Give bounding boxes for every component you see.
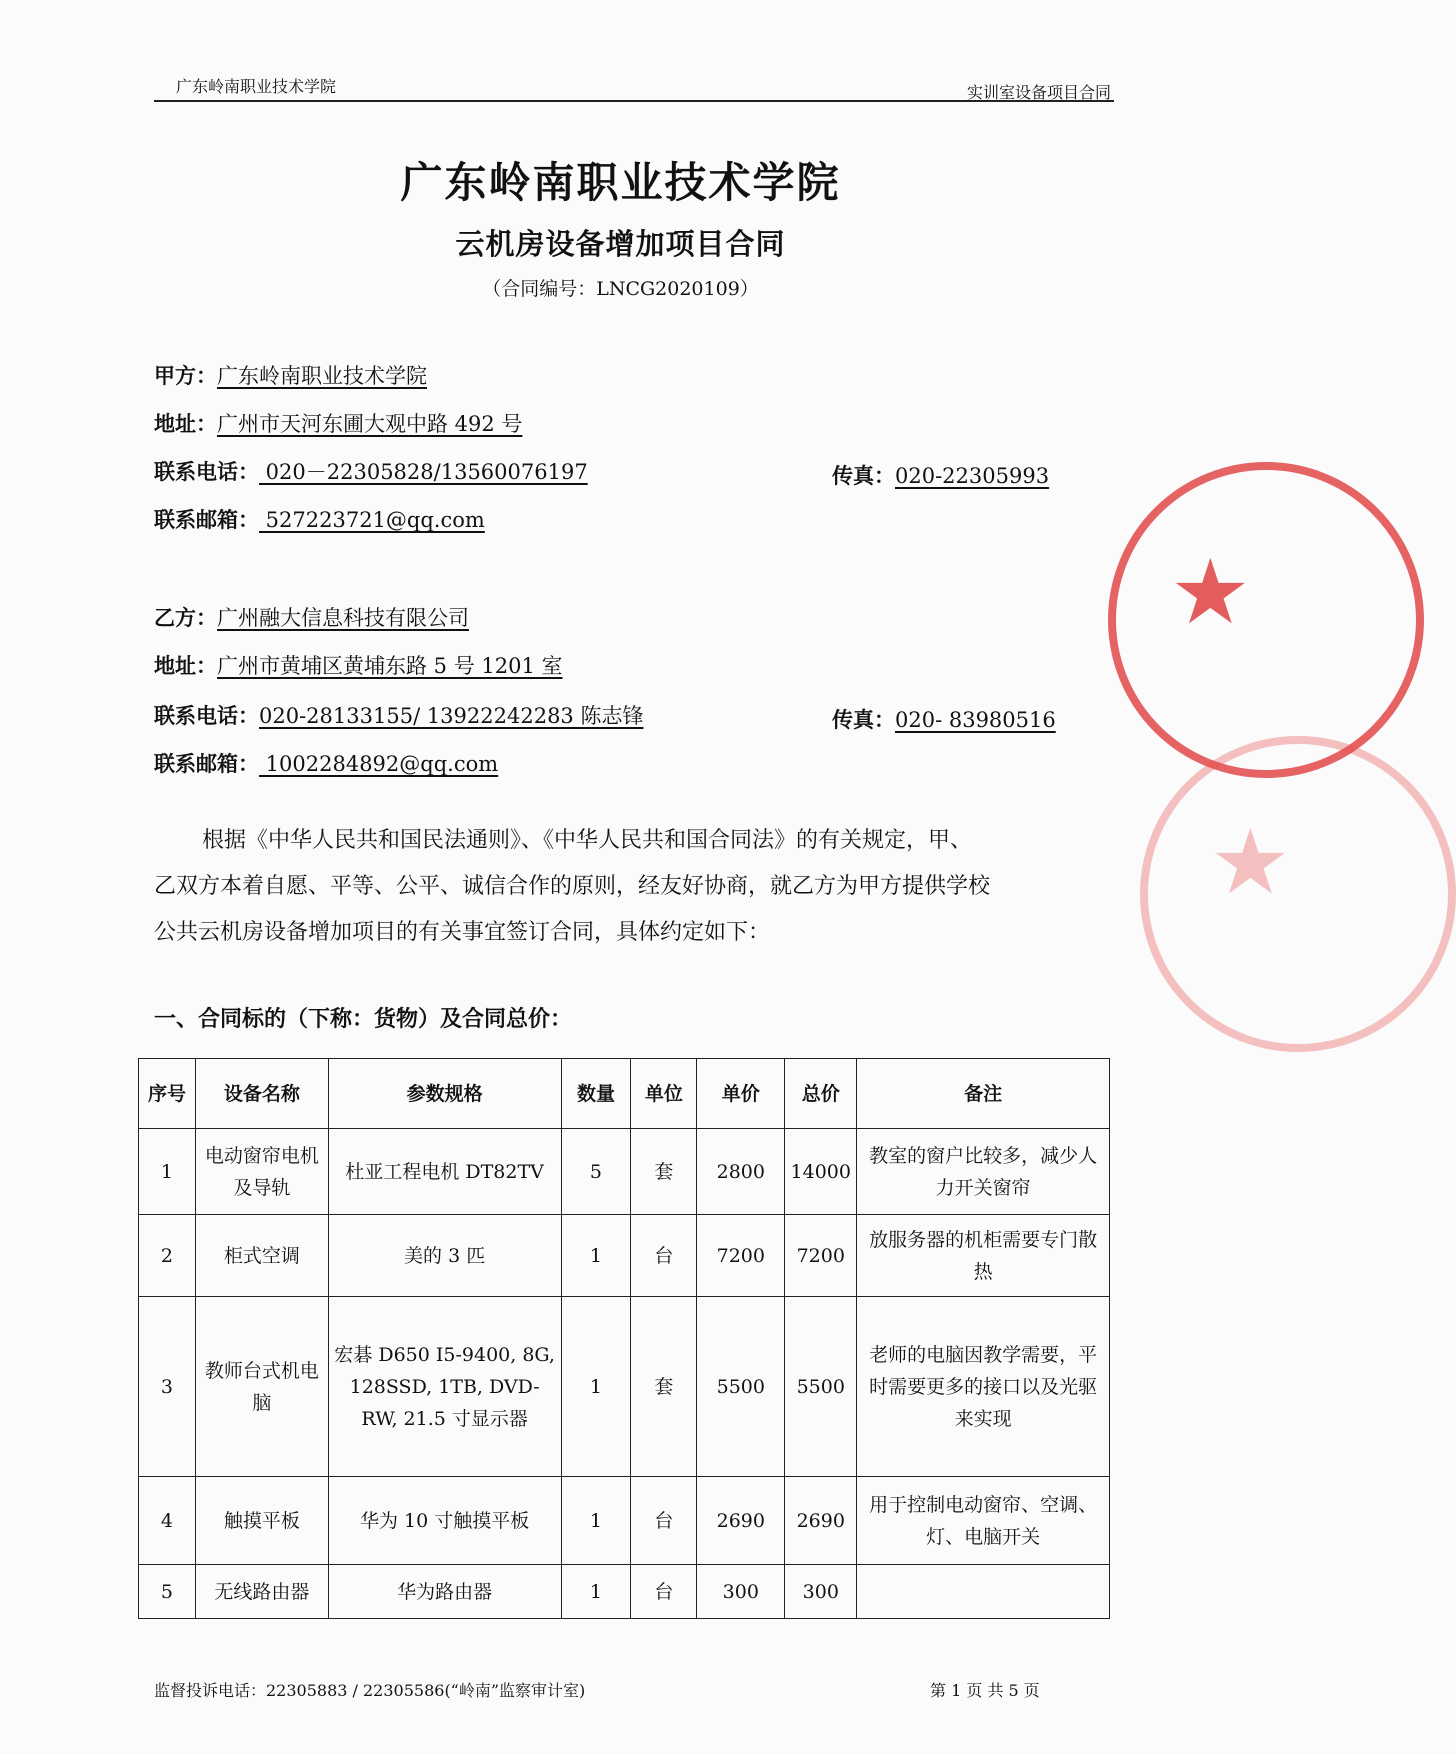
cell: 台 (631, 1477, 697, 1565)
cell: 7200 (785, 1215, 857, 1297)
party-b-phone-row (154, 700, 643, 730)
party-b-phone: 020-28133155/ 13922242283 陈志锋 (259, 704, 644, 728)
cell: 触摸平板 (195, 1477, 328, 1565)
cell: 2690 (785, 1477, 857, 1565)
party-b-fax-row (832, 704, 1056, 734)
party-b-name-row (154, 602, 469, 632)
header-right: 实训室设备项目合同 (966, 83, 1111, 102)
cell: 台 (631, 1565, 697, 1619)
party-b-label: 乙方： (154, 606, 217, 630)
party-a-name: 广东岭南职业技术学院 (217, 364, 427, 388)
party-a-fax: 020-22305993 (895, 464, 1050, 488)
cell: 套 (631, 1297, 697, 1477)
cell: 台 (631, 1215, 697, 1297)
cell: 华为 10 寸触摸平板 (328, 1477, 561, 1565)
footer-page-number: 第 1 页 共 5 页 (930, 1681, 1040, 1700)
cell: 教师台式机电脑 (195, 1297, 328, 1477)
table-row (139, 1477, 1110, 1565)
cell: 7200 (697, 1215, 785, 1297)
party-b-name: 广州融大信息科技有限公司 (217, 606, 469, 630)
cell: 1 (561, 1565, 631, 1619)
party-a-fax-label: 传真： (832, 464, 895, 488)
items-table (138, 1058, 1110, 1619)
table-row (139, 1129, 1110, 1215)
star-icon: ★ (1170, 540, 1251, 645)
cell: 1 (139, 1129, 196, 1215)
cell (857, 1565, 1110, 1619)
party-b-fax: 020- 83980516 (895, 708, 1056, 732)
col-header: 单位 (631, 1059, 697, 1129)
contract-number: （合同编号：LNCG2020109） (482, 278, 759, 300)
cell: 用于控制电动窗帘、空调、灯、电脑开关 (857, 1477, 1110, 1565)
cell: 老师的电脑因教学需要，平时需要更多的接口以及光驱来实现 (857, 1297, 1110, 1477)
header-left: 广东岭南职业技术学院 (176, 77, 337, 96)
cell: 5 (139, 1565, 196, 1619)
cell: 电动窗帘电机及导轨 (195, 1129, 328, 1215)
cell: 美的 3 匹 (328, 1215, 561, 1297)
cell: 5500 (697, 1297, 785, 1477)
cell: 套 (631, 1129, 697, 1215)
table-header-row (139, 1059, 1110, 1129)
party-a-address: 广州市天河东圃大观中路 492 号 (217, 412, 523, 436)
cell: 14000 (785, 1129, 857, 1215)
document-subtitle: 云机房设备增加项目合同 (455, 227, 786, 261)
party-a-email-label: 联系邮箱： (154, 508, 259, 532)
cell: 300 (697, 1565, 785, 1619)
cell: 教室的窗户比较多，减少人力开关窗帘 (857, 1129, 1110, 1215)
cell: 5 (561, 1129, 631, 1215)
party-a-address-row (154, 408, 522, 438)
cell: 杜亚工程电机 DT82TV (328, 1129, 561, 1215)
party-a-email-row (154, 504, 485, 534)
party-b-fax-label: 传真： (832, 708, 895, 732)
party-a-label: 甲方： (154, 364, 217, 388)
intro-line-2: 乙双方本着自愿、平等、公平、诚信合作的原则，经友好协商，就乙方为甲方提供学校 (154, 874, 991, 899)
party-b-email-label: 联系邮箱： (154, 752, 259, 776)
col-header: 备注 (857, 1059, 1110, 1129)
table-row (139, 1215, 1110, 1297)
section-heading: 一、合同标的（下称：货物）及合同总价： (154, 1007, 573, 1032)
cell: 2800 (697, 1129, 785, 1215)
cell: 放服务器的机柜需要专门散热 (857, 1215, 1110, 1297)
cell: 4 (139, 1477, 196, 1565)
party-a-phone-label: 联系电话： (154, 460, 259, 484)
party-a-name-row (154, 360, 427, 390)
party-a-fax-row (832, 460, 1049, 490)
party-b-email-row (154, 748, 498, 778)
intro-line-3: 公共云机房设备增加项目的有关事宜签订合同，具体约定如下： (154, 920, 771, 945)
intro-paragraph (154, 818, 1114, 956)
cell: 2 (139, 1215, 196, 1297)
table-row (139, 1565, 1110, 1619)
col-header: 设备名称 (195, 1059, 328, 1129)
party-b-phone-label: 联系电话： (154, 704, 259, 728)
col-header: 数量 (561, 1059, 631, 1129)
party-a-phone: 020－22305828/13560076197 (259, 460, 588, 484)
party-b-address-label: 地址： (154, 654, 217, 678)
party-a-address-label: 地址： (154, 412, 217, 436)
col-header: 序号 (139, 1059, 196, 1129)
party-b-address: 广州市黄埔区黄埔东路 5 号 1201 室 (217, 654, 563, 678)
cell: 5500 (785, 1297, 857, 1477)
party-b-email: 1002284892@qq.com (259, 752, 499, 776)
cell: 300 (785, 1565, 857, 1619)
cell: 3 (139, 1297, 196, 1477)
party-a-email: 527223721@qq.com (259, 508, 485, 532)
col-header: 参数规格 (328, 1059, 561, 1129)
footer-complaint-phone: 监督投诉电话：22305883 / 22305586(“岭南”监察审计室) (154, 1681, 586, 1700)
cell: 华为路由器 (328, 1565, 561, 1619)
cell: 1 (561, 1215, 631, 1297)
official-seal-stamp (1108, 462, 1424, 778)
header-divider (154, 100, 1114, 102)
col-header: 总价 (785, 1059, 857, 1129)
cell: 无线路由器 (195, 1565, 328, 1619)
cell: 1 (561, 1477, 631, 1565)
party-a-phone-row (154, 456, 588, 486)
cell: 柜式空调 (195, 1215, 328, 1297)
col-header: 单价 (697, 1059, 785, 1129)
intro-line-1: 根据《中华人民共和国民法通则》、《中华人民共和国合同法》的有关规定，甲、 (202, 828, 973, 853)
cell: 宏碁 D650 I5-9400, 8G, 128SSD, 1TB, DVD-RW, 21.5 寸显示器 (328, 1297, 561, 1477)
table-row (139, 1297, 1110, 1477)
cell: 2690 (697, 1477, 785, 1565)
cell: 1 (561, 1297, 631, 1477)
document-title: 广东岭南职业技术学院 (400, 158, 841, 207)
party-b-address-row (154, 650, 563, 680)
company-seal-stamp (1140, 736, 1456, 1052)
star-icon: ★ (1210, 810, 1291, 915)
